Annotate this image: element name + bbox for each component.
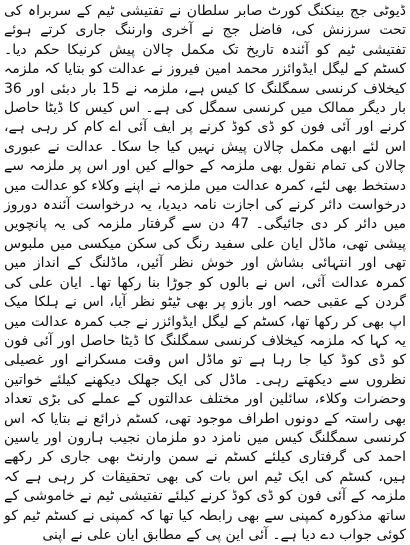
article-body-text: ڈیوٹی جج بینکنگ کورٹ صابر سلطان نے تفتیشی ٹیم کے سربراہ کی تحت سرزنش کی، فاضل جج نے آخری وارننگ جاری کرتے ہوئے تفتیشی ٹیم کو آئندہ تاریخ تک مکمل چالان پیش کرنیکا حکم دیا۔ کسٹم کے لیگل ایڈوائزر محمد امین فیروز نے عدالت کو بتایا کہ ملزمہ کیخلاف کرنسی سمگلنگ کا کیس ہے، ملزمہ نے 15 بار دبئی اور 36 بار دیگر ممالک میں کرنسی سمگل کی ہے۔ اس کیس کا ڈیٹا حاصل کرنے اور آئی فون کو ڈی کوڈ کرنے پر ایف آئی اے کام کر رہی ہے، اس لئے ابھی مکمل چالان پیش نہیں کیا جا سکا۔ عدالت نے عبوری چالان کی تمام نقول بھی ملزمہ کے حوالے کیں اور اس پر ملزمہ سے دستخط بھی لئے، کمرہ عدالت میں ملزمہ نے اپنے وکلاء کو عدالت میں درخواست دائر کرنے کی اجازت نامہ دیدیا، یہ درخواست آئندہ دوروز میں دائر کر دی جائیگی۔ 47 دن سے گرفتار ملزمہ کی یہ پانچویں پیشی تھی، ماڈل ایان علی سفید رنگ کی سکن میکسی میں ملبوس تھی اور انتہائی بشاش اور خوش نظر آئیں، ماڈلنگ کے انداز میں کمرہ عدالت آئی، اس نے بالوں کو جوڑا بنا رکھا تھا۔ ایان علی کی گردن کے عقبی حصہ اور بازو پر بھی ٹیٹو نظر آیا، اس نے ہلکا میک اپ بھی کر رکھا تھا، کسٹم کے لیگل ایڈوائزر نے جب کمرہ عدالت میں یہ کہا کہ ملزمہ کیخلاف کرنسی سمگلنگ کا ڈیٹا حاصل اور آئی فون کو ڈی کوڈ کیا جا رہا ہے تو ماڈل اس وقت مسکرانے اور غصیلی نظروں سے دیکھتے رہی۔ ماڈل کی ایک جھلک دیکھنے کیلئے خواتین وحضرات وکلاء، سائلین اور مختلف عدالتوں کے عملے کی بڑی تعداد بھی راستہ کے دونوں اطراف موجود تھی، کسٹم ذرائع نے بتایا کہ اس کرنسی سمگلنگ کیس میں نامزد دو ملزمان نجیب ہارون اور یاسین احمد کی گرفتاری کیلئے کسٹم نے سمن وارنٹ بھی جاری کر رکھے ہیں، کسٹم کی ایک ٹیم اس بات کی بھی تحقیقات کر رہی ہے کہ ملزمہ کے آئی فون کو ڈی کوڈ کرنے کیلئے تفتیشی ٹیم نے خاموشی کے ساتھ مذکورہ کمپنی سے بھی رابطہ کیا تھا کہ کمپنی نے کسٹم ٹیم کو کوئی جواب دے دیا ہے۔ آئی این پی کے مطابق ایان علی نے اپنی — [4, 3, 406, 543]
